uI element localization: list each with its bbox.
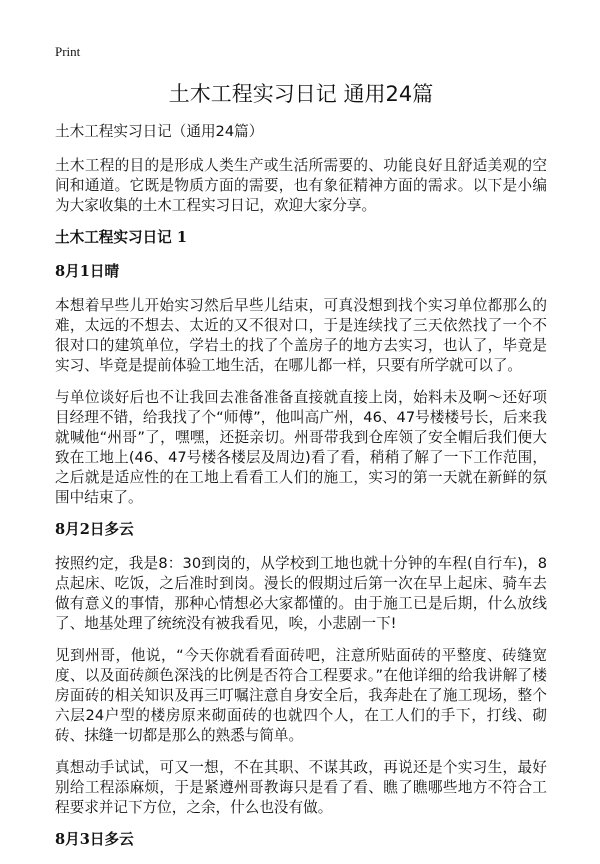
entry-date: 8月2日多云: [55, 521, 134, 538]
entry-paragraph: 按照约定，我是8：30到岗的，从学校到工地也就十分钟的车程(自行车)，8点起床、吃饭，之后准时到岗。漫长的假期过后第一次在早上起床、骑车去做有意义的事情，那种心情想必大家都懂的。由于施工已是后期，什么放线了、地基处理了统统没有被我看见，唉，小悲剧一下!: [55, 555, 547, 632]
entry-date: 8月1日晴: [55, 263, 120, 280]
subtitle: 土木工程实习日记（通用24篇）: [55, 123, 264, 140]
entry-date: 8月3日多云: [55, 831, 134, 848]
entry-paragraph: 本想着早些儿开始实习然后早些儿结束，可真没想到找个实习单位都那么的难，太远的不想去、太近的又不很对口，于是连续找了三天依然找了一个不很对口的建筑单位，学岩土的找了个盖房子的地方去实习，也认了，毕竟是实习、毕竟是提前体验工地生活，在哪儿都一样，只要有所学就可以了。: [55, 297, 547, 374]
section-heading: 土木工程实习日记 1: [55, 229, 187, 246]
entry-paragraph: 真想动手试试，可又一想，不在其职、不谋其政，再说还是个实习生，最好别给工程添麻烦，于是紧遵州哥教诲只是看了看、瞧了瞧哪些地方不符合工程要求并记下方位，之余，什么也没有做。: [55, 759, 547, 816]
entry-paragraph: 与单位谈好后也不让我回去准备准备直接就直接上岗，始料未及啊～还好项目经理不错，给我找了个“师傅”，他叫高广州，46、47号楼楼号长，后来我就喊他“州哥”了，嘿嘿，还挺亲切。州哥带我到仓库领了安全帽后我们便大致在工地上(46、47号楼各楼层及周边)看了看，稍稍了解了一下工作范围，之后就是适应性的在工地上看看工人们的施工，实习的第一天就在新鲜的氛围中结束了。: [55, 389, 547, 506]
document-page: [55, 44, 547, 864]
page-title: 土木工程实习日记 通用24篇: [168, 82, 434, 106]
entry-paragraph: 见到州哥，他说，“今天你就看看面砖吧，注意所贴面砖的平整度、砖缝宽度、以及面砖颜色深浅的比例是否符合工程要求。”在他详细的给我讲解了楼房面砖的相关知识及再三叮嘱注意自身安全后，我奔赴在了施工现场，整个六层24户型的楼房原来砌面砖的也就四个人，在工人们的手下，打线、砌砖、抹缝一切都是那么的熟悉与简单。: [55, 647, 547, 744]
intro-paragraph: 土木工程的目的是形成人类生产或生活所需要的、功能良好且舒适美观的空间和通道。它既是物质方面的需要，也有象征精神方面的需求。以下是小编为大家收集的土木工程实习日记，欢迎大家分享。: [55, 157, 547, 214]
print-link[interactable]: Print: [55, 44, 81, 59]
